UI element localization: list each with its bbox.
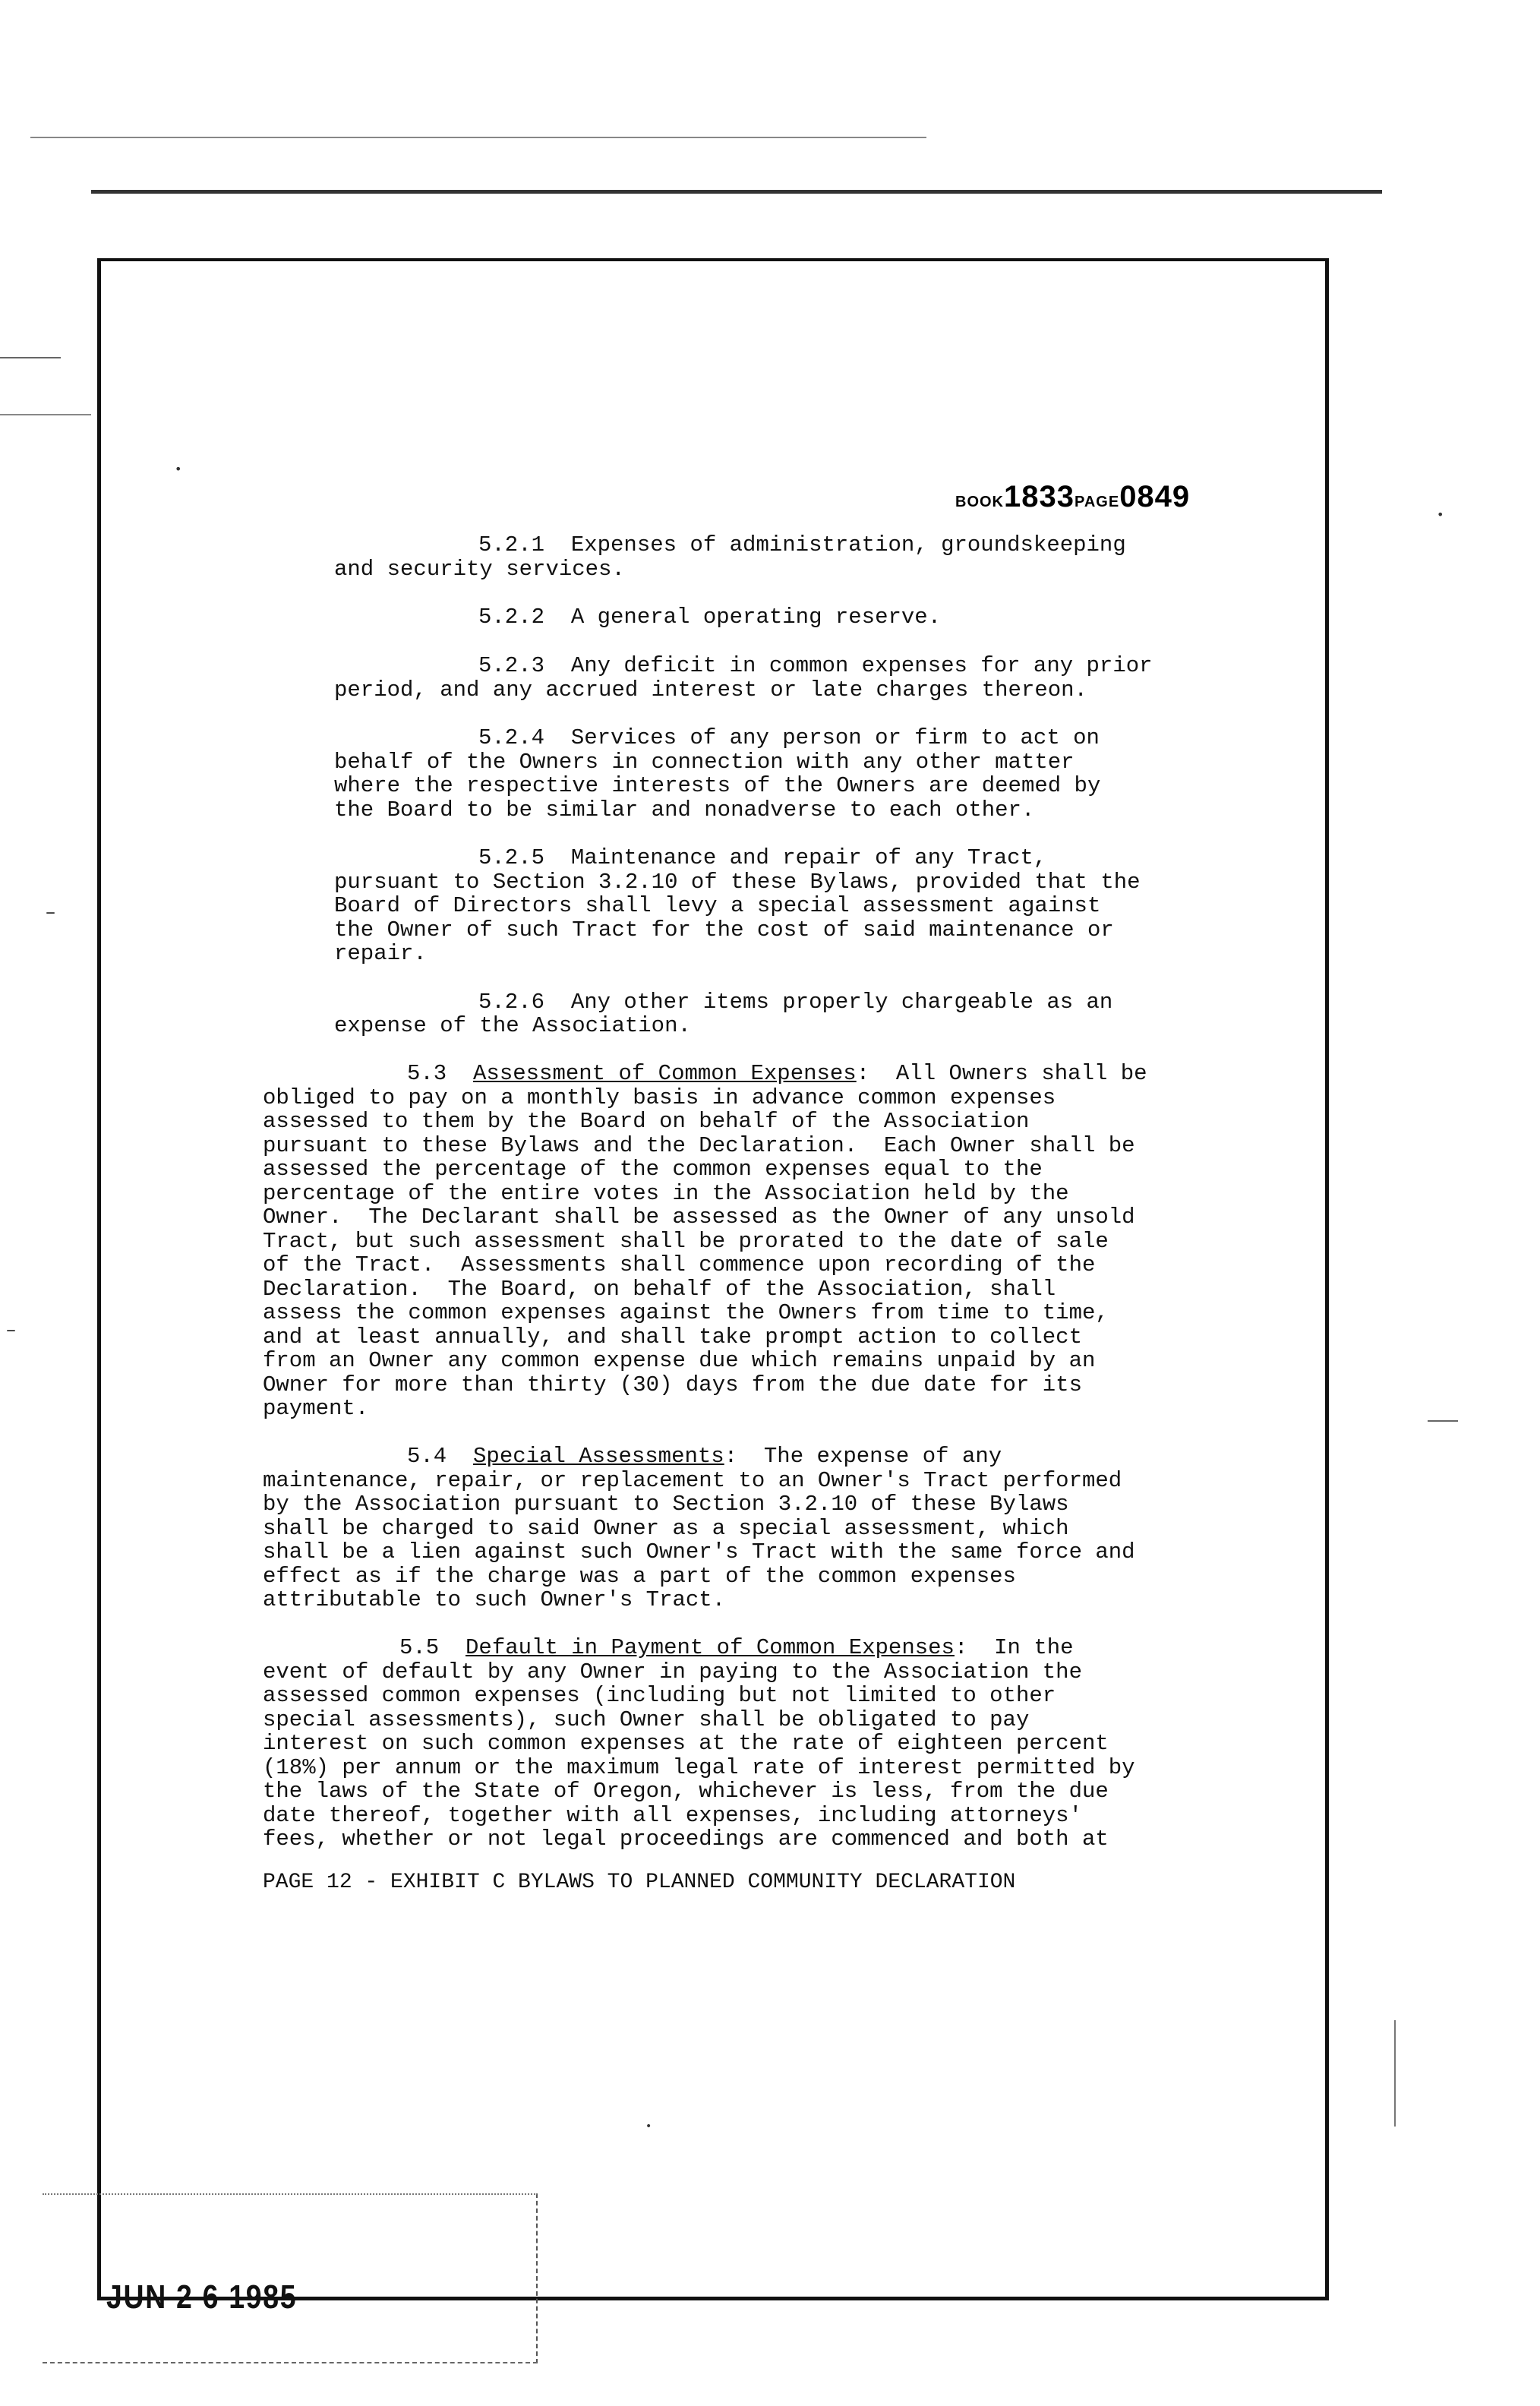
section-line: assessed common expenses (including but not limited to other: [263, 1683, 1056, 1708]
section-line: assessed to them by the Board on behalf of the Association: [263, 1109, 1030, 1134]
section-line: Declaration. The Board, on behalf of the Association, shall: [263, 1277, 1056, 1302]
section-line: by the Association pursuant to Section 3.2.10 of these Bylaws: [263, 1492, 1069, 1517]
item-line: Board of Directors shall levy a special assessment against: [334, 893, 1101, 918]
scan-artifact-right: [1428, 1420, 1458, 1422]
section-line: attributable to such Owner's Tract.: [263, 1587, 726, 1612]
item-line: and security services.: [334, 557, 625, 582]
scan-artifact-top-band: [91, 190, 1382, 194]
scan-dash: –: [46, 901, 55, 924]
page-number: 0849: [1119, 480, 1191, 513]
section-first-line-text: : All Owners shall be: [856, 1061, 1147, 1086]
section-heading: Assessment of Common Expenses: [473, 1061, 857, 1086]
item-line: 5.2.1 Expenses of administration, groundskeeping: [478, 532, 1126, 557]
section-line: Tract, but such assessment shall be prorated to the date of sale: [263, 1229, 1109, 1254]
item-line: pursuant to Section 3.2.10 of these Bylaws, provided that the: [334, 870, 1141, 895]
section-line: from an Owner any common expense due which remains unpaid by an: [263, 1348, 1096, 1373]
section-number: 5.5: [399, 1635, 440, 1660]
item-line: expense of the Association.: [334, 1013, 691, 1038]
section-number: 5.4: [407, 1444, 447, 1469]
scan-artifact-top: [30, 137, 926, 138]
section-first-line: [407, 1062, 1147, 1086]
item-line: the Owner of such Tract for the cost of said maintenance or: [334, 917, 1114, 943]
section-line: (18%) per annum or the maximum legal rate of interest permitted by: [263, 1755, 1135, 1780]
section-first-line-text: : In the: [954, 1635, 1074, 1660]
book-label: BOOK: [955, 494, 1004, 510]
item-line: 5.2.4 Services of any person or firm to act on: [478, 725, 1100, 750]
item-line: the Board to be similar and nonadverse to each other.: [334, 797, 1035, 823]
section-line: date thereof, together with all expenses, including attorneys': [263, 1803, 1082, 1828]
section-first-line: [407, 1445, 1002, 1469]
page-footer: PAGE 12 - EXHIBIT C BYLAWS TO PLANNED COMMUNITY DECLARATION: [263, 1871, 1016, 1894]
section-line: percentage of the entire votes in the Association held by the: [263, 1181, 1069, 1206]
section-line: obliged to pay on a monthly basis in advance common expenses: [263, 1085, 1056, 1110]
scan-artifact-left: [0, 357, 61, 358]
scan-artifact-right-2: [1394, 2020, 1396, 2127]
scan-dot: •: [645, 2120, 652, 2133]
scan-dot: •: [175, 462, 182, 476]
item-line: 5.2.3 Any deficit in common expenses for any prior: [478, 653, 1153, 678]
section-line: the laws of the State of Oregon, whichever is less, from the due: [263, 1779, 1109, 1804]
scan-artifact-left-2: [0, 414, 91, 415]
section-line: assessed the percentage of the common expenses equal to the: [263, 1157, 1043, 1182]
section-number: 5.3: [407, 1061, 447, 1086]
item-line: where the respective interests of the Owners are deemed by: [334, 773, 1101, 798]
section-line: Owner for more than thirty (30) days from the due date for its: [263, 1372, 1082, 1397]
book-number: 1833: [1004, 480, 1075, 513]
section-line: shall be a lien against such Owner's Tract with the same force and: [263, 1539, 1135, 1565]
date-stamp: JUN 2 6 1985: [106, 2278, 298, 2316]
item-line: behalf of the Owners in connection with any other matter: [334, 750, 1075, 775]
section-heading: Default in Payment of Common Expenses: [465, 1635, 955, 1660]
scan-dot: •: [1437, 507, 1444, 522]
section-line: interest on such common expenses at the rate of eighteen percent: [263, 1731, 1109, 1756]
section-line: assess the common expenses against the Owners from time to time,: [263, 1300, 1109, 1325]
item-line: 5.2.6 Any other items properly chargeable as an: [478, 990, 1113, 1015]
scan-dash: –: [6, 1318, 16, 1341]
page-label: PAGE: [1074, 494, 1120, 510]
section-first-line-text: : The expense of any: [724, 1444, 1002, 1469]
section-line: pursuant to these Bylaws and the Declaration. Each Owner shall be: [263, 1133, 1135, 1158]
section-line: and at least annually, and shall take prompt action to collect: [263, 1325, 1082, 1350]
book-page-reference: [955, 480, 1190, 514]
section-line: special assessments), such Owner shall be obligated to pay: [263, 1707, 1030, 1732]
section-line: effect as if the charge was a part of the common expenses: [263, 1564, 1016, 1589]
section-line: shall be charged to said Owner as a special assessment, which: [263, 1516, 1069, 1541]
section-line: fees, whether or not legal proceedings are commenced and both at: [263, 1827, 1109, 1852]
item-line: 5.2.2 A general operating reserve.: [478, 605, 942, 630]
section-heading: Special Assessments: [473, 1444, 724, 1469]
section-line: payment.: [263, 1396, 369, 1421]
section-line: Owner. The Declarant shall be assessed as the Owner of any unsold: [263, 1205, 1135, 1230]
item-line: 5.2.5 Maintenance and repair of any Tract,: [478, 845, 1047, 870]
section-line: maintenance, repair, or replacement to an Owner's Tract performed: [263, 1468, 1122, 1493]
item-line: repair.: [334, 941, 427, 966]
item-line: period, and any accrued interest or late charges thereon.: [334, 677, 1087, 703]
section-line: of the Tract. Assessments shall commence upon recording of the: [263, 1252, 1096, 1277]
section-first-line: [399, 1636, 1074, 1660]
section-line: event of default by any Owner in paying to the Association the: [263, 1659, 1082, 1685]
